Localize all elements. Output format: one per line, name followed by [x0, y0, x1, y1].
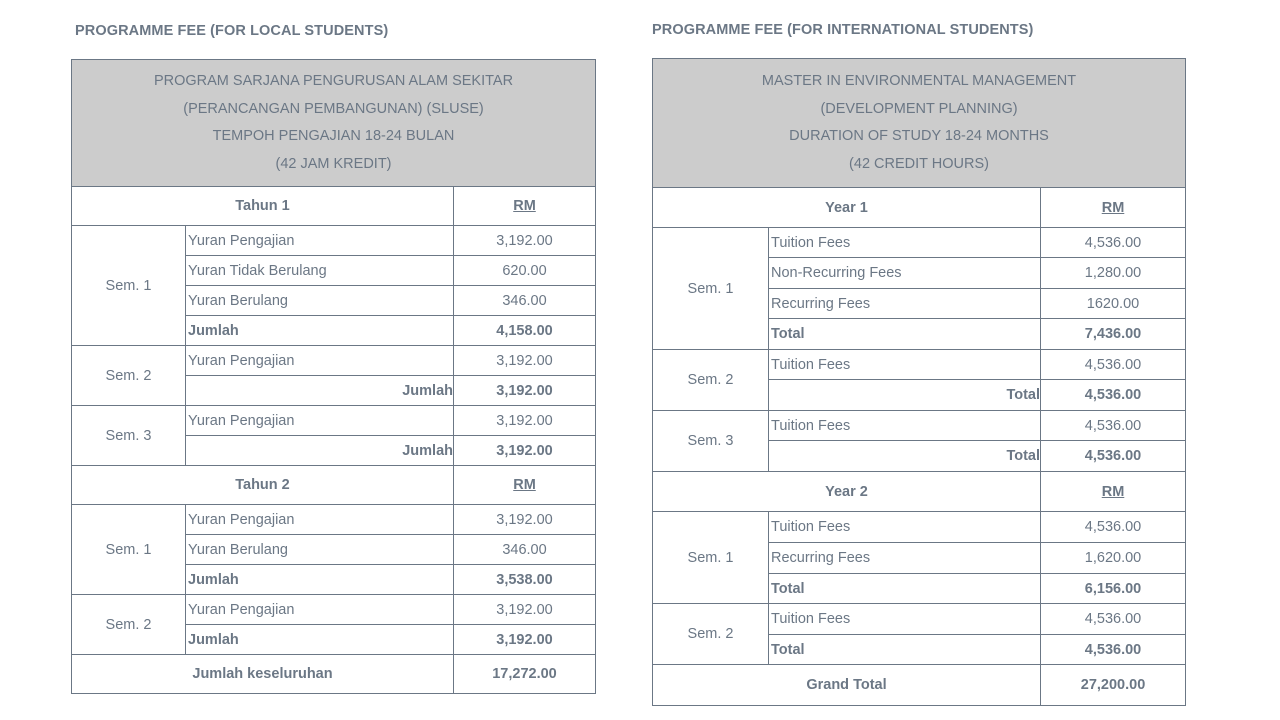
- intl-header-line: DURATION OF STUDY 18-24 MONTHS: [789, 128, 1049, 144]
- fee-item-amount: 3,192.00: [454, 406, 596, 436]
- intl-header-line: (DEVELOPMENT PLANNING): [820, 100, 1018, 117]
- intl-y1-sem2-label: Sem. 2: [653, 350, 769, 411]
- sem-total-label: Total: [769, 635, 1041, 665]
- fee-item-name: Yuran Tidak Berulang: [186, 256, 454, 286]
- intl-program-header: [653, 59, 1186, 188]
- fee-item-name: Tuition Fees: [769, 411, 1041, 441]
- sem-total-label: Total: [769, 441, 1041, 472]
- fee-item-amount: 1,620.00: [1041, 543, 1186, 574]
- fee-item-amount: 3,192.00: [454, 595, 596, 625]
- fee-item-name: Non-Recurring Fees: [769, 258, 1041, 289]
- sem-total-label: Jumlah: [186, 316, 454, 346]
- fee-item-amount: 3,192.00: [454, 346, 596, 376]
- fee-item-name: Recurring Fees: [769, 543, 1041, 574]
- fee-item-name: Tuition Fees: [769, 350, 1041, 380]
- local-y1-sem2-label: Sem. 2: [72, 346, 186, 406]
- fee-item-name: Yuran Pengajian: [186, 505, 454, 535]
- sem-total-amount: 4,536.00: [1041, 441, 1186, 472]
- fee-item-amount: 3,192.00: [454, 505, 596, 535]
- local-y1-sem1-label: Sem. 1: [72, 226, 186, 346]
- local-y1-sem3-label: Sem. 3: [72, 406, 186, 466]
- local-year2-label: Tahun 2: [72, 466, 454, 505]
- fee-item-name: Yuran Pengajian: [186, 346, 454, 376]
- fee-item-name: Yuran Pengajian: [186, 226, 454, 256]
- fee-item-amount: 4,536.00: [1041, 512, 1186, 543]
- intl-y1-sem1-label: Sem. 1: [653, 228, 769, 350]
- sem-total-label: Jumlah: [186, 565, 454, 595]
- fee-item-amount: 4,536.00: [1041, 228, 1186, 258]
- intl-section-title: PROGRAMME FEE (FOR INTERNATIONAL STUDENTS): [652, 22, 1034, 38]
- fee-item-name: Tuition Fees: [769, 604, 1041, 635]
- intl-currency-header: RM: [1041, 472, 1186, 512]
- fee-item-amount: 3,192.00: [454, 226, 596, 256]
- local-grand-total-amount: 17,272.00: [454, 655, 596, 694]
- fee-item-name: Tuition Fees: [769, 512, 1041, 543]
- local-y2-sem2-label: Sem. 2: [72, 595, 186, 655]
- fee-item-name: Yuran Pengajian: [186, 406, 454, 436]
- fee-item-amount: 346.00: [454, 535, 596, 565]
- local-header-line: (42 JAM KREDIT): [275, 155, 392, 172]
- intl-grand-total-label: Grand Total: [653, 665, 1041, 706]
- intl-header-line: MASTER IN ENVIRONMENTAL MANAGEMENT: [761, 73, 1077, 89]
- fee-item-name: Recurring Fees: [769, 289, 1041, 319]
- local-header-line: TEMPOH PENGAJIAN 18-24 BULAN: [212, 128, 455, 144]
- sem-total-amount: 3,192.00: [454, 376, 596, 406]
- intl-year1-label: Year 1: [653, 188, 1041, 228]
- fee-item-amount: 4,536.00: [1041, 411, 1186, 441]
- fee-item-amount: 1,280.00: [1041, 258, 1186, 289]
- intl-grand-total-amount: 27,200.00: [1041, 665, 1186, 706]
- sem-total-amount: 4,536.00: [1041, 635, 1186, 665]
- sem-total-amount: 3,192.00: [454, 625, 596, 655]
- sem-total-amount: 7,436.00: [1041, 319, 1186, 350]
- sem-total-label: Total: [769, 380, 1041, 411]
- sem-total-label: Total: [769, 319, 1041, 350]
- sem-total-label: Jumlah: [186, 436, 454, 466]
- sem-total-amount: 3,192.00: [454, 436, 596, 466]
- sem-total-label: Jumlah: [186, 625, 454, 655]
- intl-year2-label: Year 2: [653, 472, 1041, 512]
- fee-item-amount: 4,536.00: [1041, 350, 1186, 380]
- fee-item-amount: 1620.00: [1041, 289, 1186, 319]
- local-y2-sem1-label: Sem. 1: [72, 505, 186, 595]
- fee-item-amount: 346.00: [454, 286, 596, 316]
- local-grand-total-label: Jumlah keseluruhan: [72, 655, 454, 694]
- local-currency-header: RM: [454, 187, 596, 226]
- local-header-line: (PERANCANGAN PEMBANGUNAN) (SLUSE): [183, 100, 484, 117]
- sem-total-label: Jumlah: [186, 376, 454, 406]
- fee-item-name: Yuran Berulang: [186, 535, 454, 565]
- local-program-header: [72, 60, 596, 187]
- fee-item-amount: 4,536.00: [1041, 604, 1186, 635]
- sem-total-amount: 4,536.00: [1041, 380, 1186, 411]
- sem-total-amount: 6,156.00: [1041, 574, 1186, 604]
- sem-total-amount: 4,158.00: [454, 316, 596, 346]
- intl-y2-sem1-label: Sem. 1: [653, 512, 769, 604]
- intl-fee-table: [652, 58, 1186, 706]
- local-currency-header: RM: [454, 466, 596, 505]
- intl-y2-sem2-label: Sem. 2: [653, 604, 769, 665]
- intl-y1-sem3-label: Sem. 3: [653, 411, 769, 472]
- fee-item-name: Tuition Fees: [769, 228, 1041, 258]
- local-year1-label: Tahun 1: [72, 187, 454, 226]
- fee-item-name: Yuran Berulang: [186, 286, 454, 316]
- fee-item-amount: 620.00: [454, 256, 596, 286]
- sem-total-amount: 3,538.00: [454, 565, 596, 595]
- local-fee-table: [71, 59, 596, 694]
- local-section-title: PROGRAMME FEE (FOR LOCAL STUDENTS): [75, 23, 389, 39]
- local-header-line: PROGRAM SARJANA PENGURUSAN ALAM SEKITAR: [153, 73, 514, 89]
- fee-item-name: Yuran Pengajian: [186, 595, 454, 625]
- intl-currency-header: RM: [1041, 188, 1186, 228]
- intl-header-line: (42 CREDIT HOURS): [849, 155, 989, 172]
- sem-total-label: Total: [769, 574, 1041, 604]
